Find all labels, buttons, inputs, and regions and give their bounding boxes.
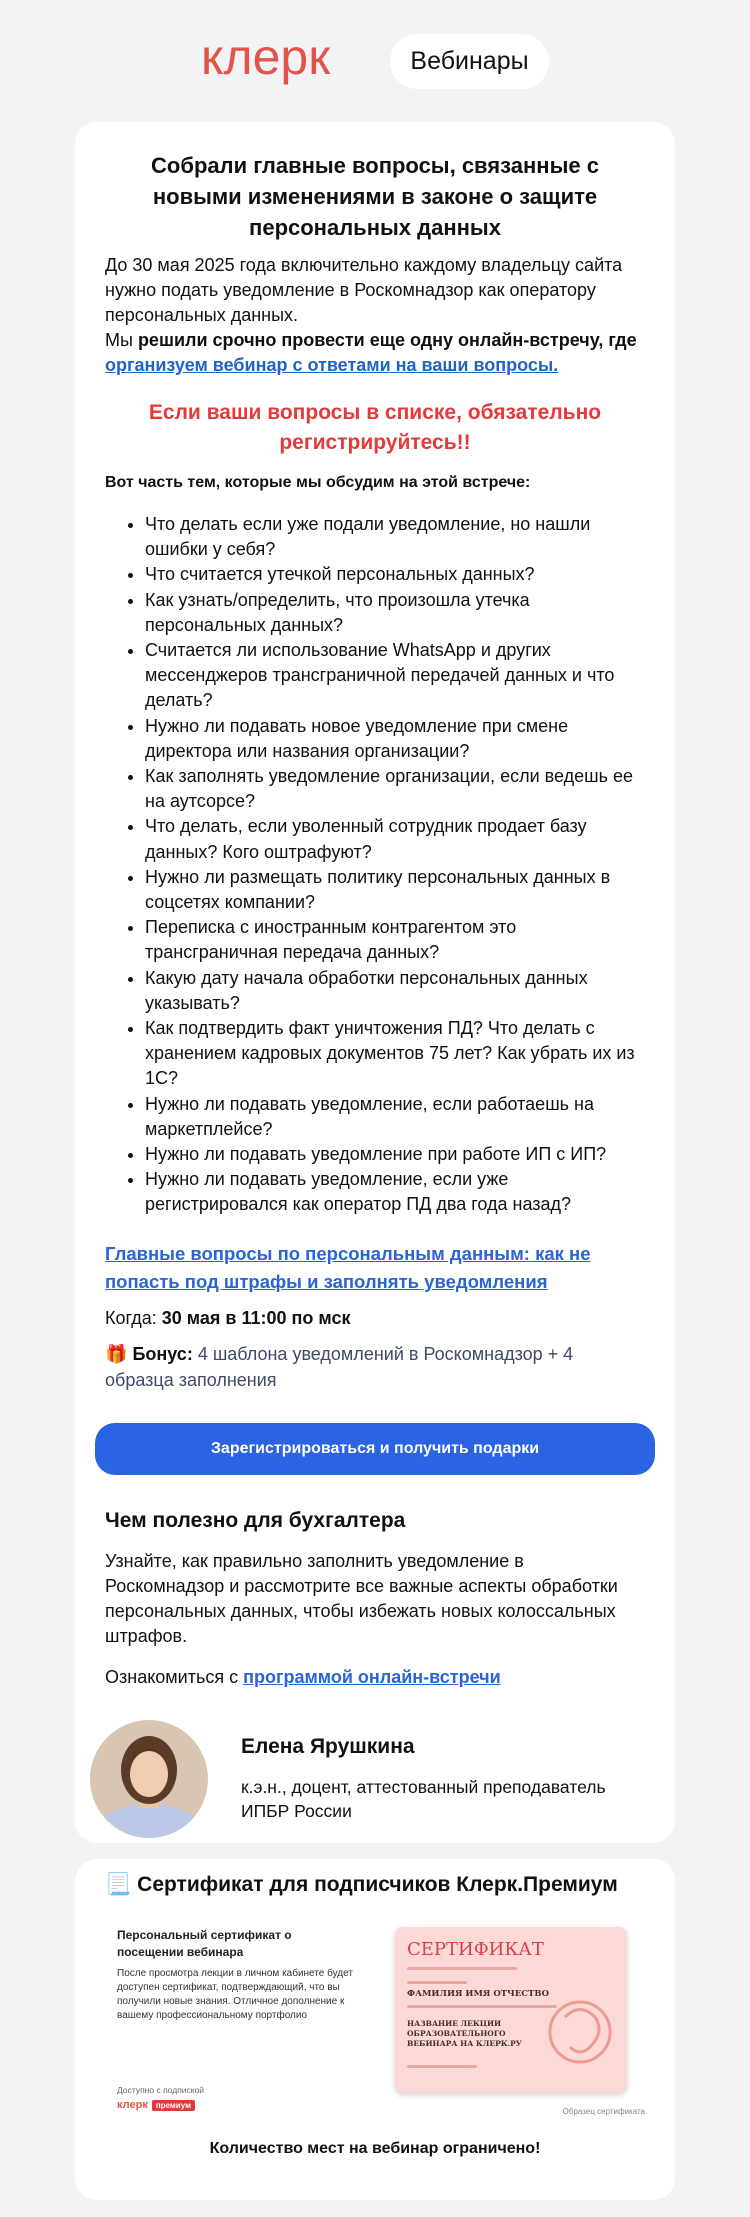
list-item: • Нужно ли подавать уведомление, если уже регистрировался как оператор ПД два года назад? xyxy=(145,1167,645,1217)
list-item: • Нужно ли подавать уведомление, если работаешь на маркетплейсе? xyxy=(145,1092,645,1142)
certificate-card xyxy=(75,1859,675,2200)
speaker-photo xyxy=(90,1720,208,1838)
webinar-answers-link[interactable]: организуем вебинар с ответами на ваши вопросы. xyxy=(105,355,559,375)
premium-badge: премиум xyxy=(152,2100,195,2111)
certificate-description xyxy=(117,1927,357,2023)
intro-text xyxy=(105,253,645,378)
when-label: Когда: xyxy=(105,1307,162,1328)
klerk-logo[interactable] xyxy=(201,34,366,88)
available-text: Доступно с подпиской xyxy=(117,2085,205,2095)
webinar-title-link[interactable]: Главные вопросы по персональным данным: как не попасть под штрафы и заполнять уведомления xyxy=(105,1242,591,1292)
program-line xyxy=(105,1665,645,1690)
we-prefix: Мы xyxy=(105,330,138,350)
speaker-name: Елена Ярушкина xyxy=(241,1734,415,1758)
list-item: • Как заполнять уведомление организации, если ведешь ее на аутсорсе? xyxy=(145,764,645,814)
intro-line: До 30 мая 2025 года включительно каждому владельцу сайта нужно подать уведомление в Роскомнадзор как оператору персональных данных. xyxy=(105,255,623,325)
when-line xyxy=(105,1308,645,1329)
list-item: • Как подтвердить факт уничтожения ПД? Что делать с хранением кадровых документов 75 лет? Как убрать их из 1С? xyxy=(145,1016,645,1092)
certificate-card-desc: После просмотра лекции в личном кабинете будет доступен сертификат, подтверждающий, что вы получили новые знания. Отличное дополнение к вашему профессиональному портфолио xyxy=(117,1968,353,2021)
klerk-logo-icon xyxy=(201,34,366,88)
main-card xyxy=(75,122,675,1843)
topics-list xyxy=(105,512,645,1218)
header xyxy=(0,0,750,122)
list-item: • Какую дату начала обработки персональных данных указывать? xyxy=(145,966,645,1016)
certificate-card-title: Персональный сертификат о посещении вебинара xyxy=(117,1928,292,1959)
speaker-info xyxy=(241,1735,645,1823)
bonus-label: Бонус: xyxy=(132,1343,193,1364)
list-item: • Считается ли использование WhatsApp и других мессенджеров трансграничной передачей данных и что делать? xyxy=(145,638,645,714)
speaker-avatar xyxy=(90,1720,208,1838)
certificate-preview xyxy=(105,1909,645,2124)
we-bold: решили срочно провести еще одну онлайн-встречу, где xyxy=(137,330,637,350)
speaker-block xyxy=(90,1720,645,1838)
list-item: • Нужно ли размещать политику персональных данных в соцсетях компании? xyxy=(145,865,645,915)
decor-line xyxy=(407,1967,517,1970)
logo-text: клерк xyxy=(201,34,331,85)
bonus-text: 4 шаблона уведомлений в Роскомнадзор + 4 образца заполнения xyxy=(105,1343,574,1390)
decor-line xyxy=(407,1981,467,1984)
list-item: • Нужно ли подавать новое уведомление при смене директора или названия организации? xyxy=(145,714,645,764)
premium-brand xyxy=(117,2099,195,2111)
program-link[interactable]: программой онлайн-встречи xyxy=(243,1666,501,1687)
document-icon: 📃 xyxy=(105,1873,132,1896)
seal-icon xyxy=(545,1987,615,2077)
when-value: 30 мая в 11:00 по мск xyxy=(161,1307,351,1328)
list-item: • Что делать если уже подали уведомление, но нашли ошибки у себя? xyxy=(145,512,645,562)
list-item: • Переписка с иностранным контрагентом это трансграничная передача данных? xyxy=(145,915,645,965)
certificate-image xyxy=(395,1927,627,2093)
brand-text: клерк xyxy=(117,2099,148,2111)
page-title: Собрали главные вопросы, связанные с новыми изменениями в законе о защите персональных данных xyxy=(151,153,599,240)
useful-text: Узнайте, как правильно заполнить уведомление в Роскомнадзор и рассмотрите все важные аспекты обработки персональных данных, чтобы избежать новых колоссальных штрафов. xyxy=(105,1550,618,1646)
register-alert: Если ваши вопросы в списке, обязательно регистрируйтесь!! xyxy=(148,401,602,454)
list-item: • Что считается утечкой персональных данных? xyxy=(145,562,645,587)
sample-caption: Образец сертификата xyxy=(562,2107,645,2116)
certificate-title xyxy=(105,1873,645,1897)
limited-seats: Количество мест на вебинар ограничено! xyxy=(209,2140,541,2157)
list-item: • Нужно ли подавать уведомление при работе ИП с ИП? xyxy=(145,1142,645,1167)
certificate-lecture: НАЗВАНИЕ ЛЕКЦИИ ОБРАЗОВАТЕЛЬНОГО ВЕБИНАРА НА КЛЕРК.РУ xyxy=(407,2019,522,2048)
decor-line xyxy=(407,2005,557,2008)
speaker-title: к.э.н., доцент, аттестованный преподаватель ИПБР России xyxy=(241,1776,606,1821)
certificate-heading: СЕРТИФИКАТ xyxy=(407,1939,544,1960)
register-button[interactable]: Зарегистрироваться и получить подарки xyxy=(95,1423,655,1475)
program-prefix: Ознакомиться с xyxy=(105,1666,244,1687)
topics-intro: Вот часть тем, которые мы обсудим на этой встрече: xyxy=(105,474,531,491)
list-item: • Что делать, если уволенный сотрудник продает базу данных? Кого оштрафуют? xyxy=(145,814,645,864)
certificate-title-text: Сертификат для подписчиков Клерк.Премиум xyxy=(137,1873,618,1896)
certificate-name: ФАМИЛИЯ ИМЯ ОТЧЕСТВО xyxy=(407,1989,549,1999)
webinars-badge[interactable]: Вебинары xyxy=(390,34,548,89)
gift-icon: 🎁 xyxy=(105,1343,128,1364)
decor-line xyxy=(407,2065,477,2068)
useful-title: Чем полезно для бухгалтера xyxy=(105,1508,406,1532)
list-item: • Как узнать/определить, что произошла утечка персональных данных? xyxy=(145,588,645,638)
bonus-line xyxy=(105,1341,645,1393)
